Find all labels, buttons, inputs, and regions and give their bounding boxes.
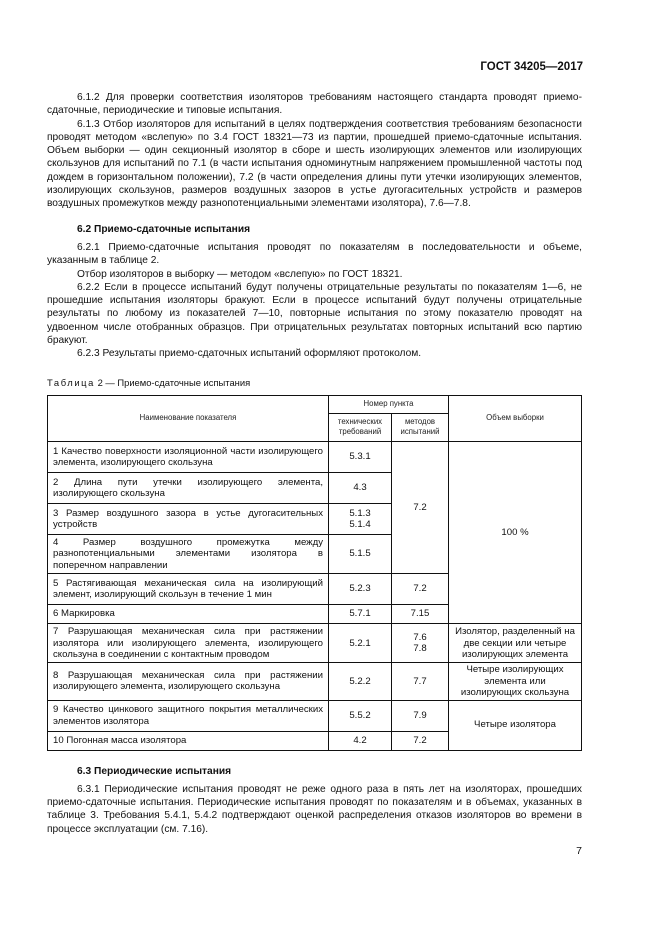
row-method-point: 7.7 <box>392 663 449 700</box>
row-tech-point: 5.2.3 <box>329 574 392 605</box>
paragraph-6-2-2: 6.2.2 Если в процессе испытаний будут получены отрицательные результаты по показателям 1—6, не прошедшие испытания изоляторы бракуют. Если в процессе испытаний будут получены отрицательные результаты по любому из показателей 7—10, повторные испытания по этому показателю проводят на удвоенном числе отобранных образцов. При отрицательных результатах повторных испытаний всю партию бракуют. <box>47 281 582 347</box>
paragraph-6-1-3: 6.1.3 Отбор изоляторов для испытаний в целях подтверждения соответствия требованиям безопасности проводят методом «вслепую» по 3.4 ГОСТ 18321—73 из партии, прошедшей приемо-сдаточные испытания. Объем выборки — один секционный изолятор в сборе и шесть изолирующих элементов или изолирующих скользунов для испытаний по 7.1 (в части испытания одноминутным напряжением промышленной частоты под дождем в горизонтальном положении), 7.2 (в части определения длины пути утечки изолирующих элементов, изолирующих скользунов, размеров воздушных зазоров в устье дугогасительных устройств и размеров воздушных промежутков между разнопотенциальными элементами изолятора), 7.6—7.8. <box>47 118 582 210</box>
row-method-point: 7.2 <box>392 574 449 605</box>
row-name: 9 Качество цинкового защитного покрытия металлических элементов изолятора <box>48 700 329 731</box>
row-sample-merged: Четыре изолятора <box>449 700 582 750</box>
row-method-point: 7.9 <box>392 700 449 731</box>
row-sample-size: Изолятор, разделенный на две секции или четыре изолирующих элемента <box>449 624 582 663</box>
paragraph-6-3-1: 6.3.1 Периодические испытания проводят не реже одного раза в пять лет на изоляторах, прошедших приемо-сдаточные испытания. Периодические испытания проводят по показателям и в объемах, указанных в таблице 3. Требования 5.4.1, 5.4.2 подтверждают оценкой распределения отказов изоляторов во времени в процессе эксплуатации (см. 7.16). <box>47 783 582 835</box>
row-tech-point: 5.1.3 5.1.4 <box>329 503 392 534</box>
paragraph-6-2-1: 6.2.1 Приемо-сдаточные испытания проводят по показателям в последовательности и объеме, указанным в таблице 2. <box>47 241 582 267</box>
row-tech-point: 5.1.5 <box>329 534 392 573</box>
page-number: 7 <box>576 845 582 857</box>
row-name: 4 Размер воздушного промежутка между разнопотенциальными элементами изолятора в поперечном направлении <box>48 534 329 573</box>
row-method-point: 7.2 <box>392 731 449 750</box>
table-row <box>48 441 582 472</box>
row-name: 2 Длина пути утечки изолирующего элемента, изолирующего скользуна <box>48 472 329 503</box>
header-tech-requirements: технических требований <box>329 413 392 441</box>
row-tech-point: 5.7.1 <box>329 605 392 624</box>
row-tech-point: 5.3.1 <box>329 441 392 472</box>
header-test-methods: методов испытаний <box>392 413 449 441</box>
table-row <box>48 663 582 700</box>
row-name: 8 Разрушающая механическая сила при растяжении изолирующего элемента, изолирующего скользуна <box>48 663 329 700</box>
header-point-number: Номер пункта <box>329 395 449 413</box>
header-sample-size: Объем выборки <box>449 395 582 441</box>
row-tech-point: 4.3 <box>329 472 392 503</box>
table-caption-title: 2 — Приемо-сдаточные испытания <box>94 376 251 388</box>
row-method-merged: 7.2 <box>392 441 449 573</box>
header-indicator-name: Наименование показателя <box>48 395 329 441</box>
row-name: 1 Качество поверхности изоляционной части изолирующего элемента, изолирующего скользуна <box>48 441 329 472</box>
paragraph-6-2-3: 6.2.3 Результаты приемо-сдаточных испытаний оформляют протоколом. <box>77 348 422 360</box>
standard-header: ГОСТ 34205—2017 <box>480 61 583 73</box>
row-sample-size: Четыре изолирующих элемента или изолирующих скользуна <box>449 663 582 700</box>
row-name: 7 Разрушающая механическая сила при растяжении изолятора или изолирующего элемента, изолирующего скользуна в соединении с контактным проводом <box>48 624 329 663</box>
row-tech-point: 5.2.1 <box>329 624 392 663</box>
row-name: 10 Погонная масса изолятора <box>48 731 329 750</box>
row-method-point: 7.15 <box>392 605 449 624</box>
section-6-2-heading: 6.2 Приемо-сдаточные испытания <box>77 223 251 235</box>
table-caption-label: Таблица <box>47 376 95 388</box>
section-6-3-heading: 6.3 Периодические испытания <box>77 765 232 777</box>
row-name: 5 Растягивающая механическая сила на изолирующий элемент, изолирующий скользун в течение 1 мин <box>48 574 329 605</box>
table-caption <box>47 376 582 389</box>
table-row <box>48 624 582 663</box>
row-tech-point: 5.2.2 <box>329 663 392 700</box>
row-sample-merged: 100 % <box>449 441 582 623</box>
row-method-point: 7.6 7.8 <box>392 624 449 663</box>
table-row <box>48 700 582 731</box>
row-tech-point: 4.2 <box>329 731 392 750</box>
document-body <box>47 91 582 836</box>
row-name: 3 Размер воздушного зазора в устье дугогасительных устройств <box>48 503 329 534</box>
paragraph-sampling: Отбор изоляторов в выборку — методом «вслепую» по ГОСТ 18321. <box>77 268 403 280</box>
row-tech-point: 5.5.2 <box>329 700 392 731</box>
paragraph-6-1-2: 6.1.2 Для проверки соответствия изоляторов требованиям настоящего стандарта проводят приемо-сдаточные, периодические и типовые испытания. <box>47 92 582 117</box>
acceptance-tests-table <box>47 395 582 751</box>
row-name: 6 Маркировка <box>48 605 329 624</box>
